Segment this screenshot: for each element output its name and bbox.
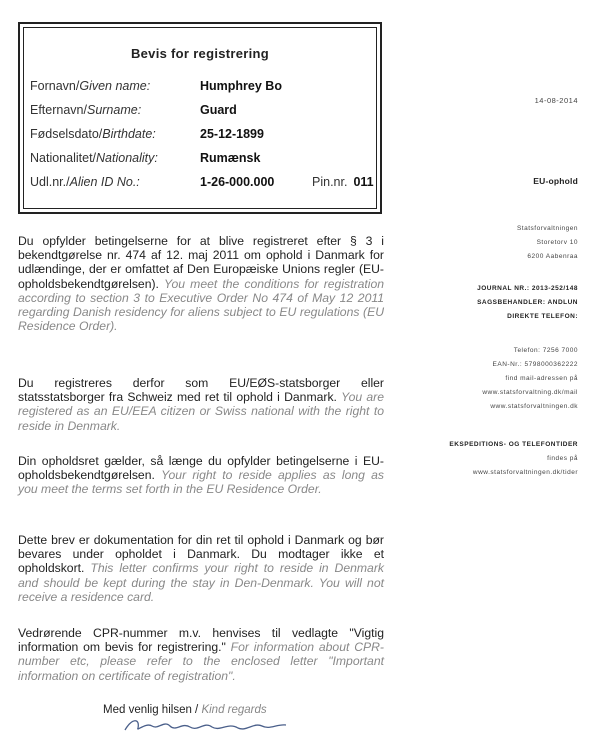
hours-heading: EKSPEDITIONS- OG TELEFONTIDER: [449, 441, 578, 448]
hours-hint: findes på: [547, 455, 578, 462]
opening-hours-info: [449, 438, 578, 480]
letter-topic: EU-ophold: [533, 176, 578, 186]
mail-hint: find mail-adressen på: [505, 375, 578, 382]
website-link[interactable]: www.statsforvaltningen.dk: [490, 403, 578, 410]
alien-id-row: [30, 175, 372, 191]
paragraph-conditions: Du opfylder betingelserne for at blive registreret efter § 3 i bekendtgørelse nr. 474 af 12. maj 2011 om ophold i Danmark for udlændinge, der er omfattet af Den Europæiske Unions regler (EU-opholdsbekendtgørelsen). You meet the conditions for registration according to section 3 to Executive Order No 474 of May 12 2011 regarding Danish residency for aliens subject to EU regulations (EU Residence Order).: [18, 234, 384, 334]
closing-greeting: Med venlig hilsen / Kind regards: [103, 704, 267, 716]
given-name-value: Humphrey Bo: [200, 79, 282, 93]
phone-number: Telefon: 7256 7000: [513, 347, 578, 354]
nationality-value: Rumænsk: [200, 151, 261, 165]
paragraph-cpr: Vedrørende CPR-nummer m.v. henvises til vedlagte "Vigtig information om bevis for registrering." For information about CPR-number etc, please refer to the enclosed letter "Important information on certificate of registration".: [18, 626, 384, 683]
given-name-label: Fornavn/Given name:: [30, 79, 151, 93]
contact-info: [482, 344, 578, 414]
nationality-label: Nationalitet/Nationality:: [30, 151, 158, 165]
alien-id-label: Udl.nr./Alien ID No.:: [30, 175, 140, 189]
letter-date: 14-08-2014: [534, 96, 578, 105]
birthdate-label: Fødselsdato/Birthdate:: [30, 127, 156, 141]
authority-name: Statsforvaltningen: [516, 225, 578, 232]
case-handler: SAGSBEHANDLER: ANDLUN: [477, 299, 578, 306]
nationality-row: [30, 151, 372, 167]
authority-city: 6200 Aabenraa: [527, 253, 578, 260]
journal-number: JOURNAL NR.: 2013-252/148: [477, 285, 578, 292]
birthdate-row: [30, 127, 372, 143]
surname-value: Guard: [200, 103, 237, 117]
paragraph-registered: Du registreres derfor som EU/EØS-statsborger eller statsstatsborger fra Schweiz med ret til ophold i Danmark. You are registered as an EU/EEA citizen or Swiss national with the right to reside in Denmark.: [18, 376, 385, 433]
ean-number: EAN-Nr.: 5798000362222: [492, 361, 578, 368]
paragraph-documentation: Dette brev er dokumentation for din ret til ophold i Danmark og bør bevares under opholdet i Danmark. Du modtager ikke et opholdskort. This letter confirms your right to reside in Denmark and should be kept during the stay in Den-Denmark. You will not receive a residence card.: [18, 533, 384, 604]
direct-phone: DIREKTE TELEFON:: [507, 313, 578, 320]
surname-row: [30, 103, 372, 119]
case-info: [477, 282, 578, 324]
given-name-row: [30, 79, 372, 95]
authority-street: Storetorv 10: [536, 239, 578, 246]
mail-link[interactable]: www.statsforvaltning.dk/mail: [482, 389, 578, 396]
pin-number: Pin.nr. 011: [312, 175, 374, 189]
authority-address: [517, 222, 578, 264]
hours-link[interactable]: www.statsforvaltningen.dk/tider: [472, 469, 578, 476]
surname-label: Efternavn/Surname:: [30, 103, 142, 117]
registration-certificate-box: [18, 22, 382, 214]
alien-id-value: 1-26-000.000: [200, 175, 275, 189]
paragraph-validity: Din opholdsret gælder, så længe du opfylder betingelserne i EU-opholdsbekendtgørelsen. Your right to reside applies as long as you meet the terms set forth in the EU Residence Order.: [18, 454, 384, 497]
certificate-title: Bevis for registrering: [130, 46, 270, 61]
birthdate-value: 25-12-1899: [200, 127, 264, 141]
handwritten-signature: [120, 716, 290, 734]
